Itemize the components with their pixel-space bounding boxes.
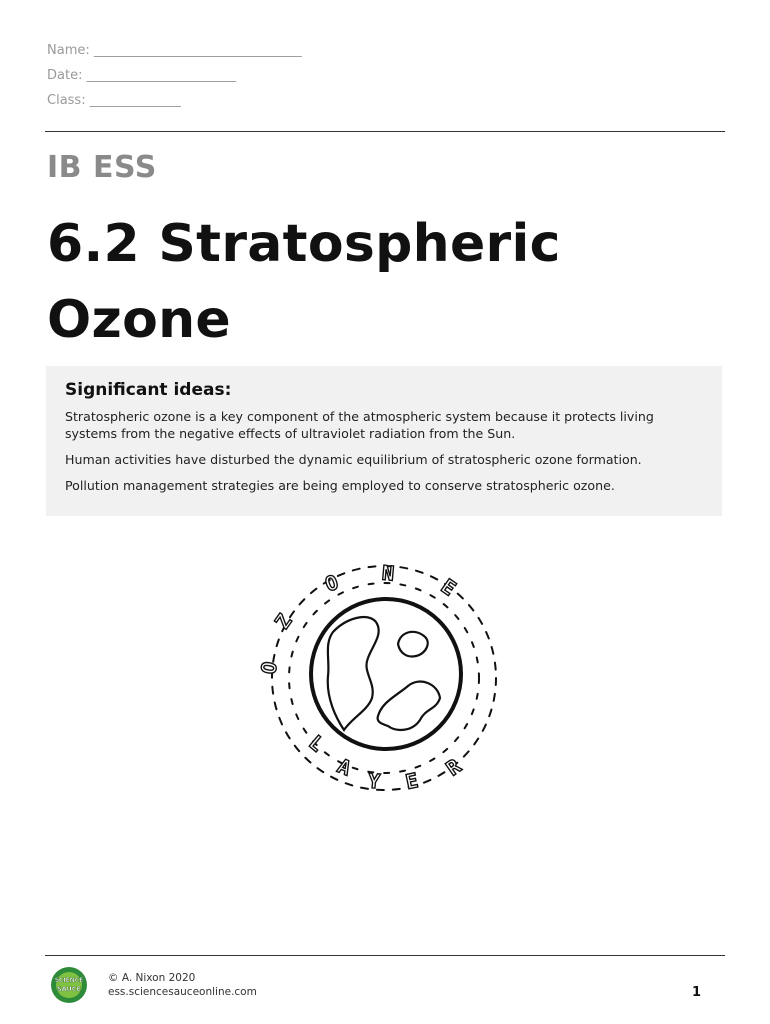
ring-letter-r: R: [441, 753, 466, 781]
science-sauce-logo[interactable]: [50, 966, 88, 1004]
title-line-2: Ozone: [47, 290, 231, 350]
significant-idea-1: Stratospheric ozone is a key component of the atmospheric system because it protects living systems from the negative effects of ultraviolet radiation from the Sun.: [65, 409, 654, 441]
ring-letter-y: Y: [367, 768, 382, 794]
ring-letter-l: L: [304, 730, 329, 757]
footer-divider: [45, 955, 725, 956]
footer-credits: [108, 971, 257, 999]
ring-letter-n: N: [381, 560, 396, 586]
header-divider: [45, 131, 725, 132]
ring-letter-e-2: E: [403, 768, 421, 795]
logo-text-line-1: SCIENCE: [54, 977, 84, 984]
logo-text-line-2: SAUCE: [56, 985, 82, 993]
page-number: 1: [692, 985, 702, 1000]
ring-letter-o-1: O: [256, 659, 282, 676]
copyright-text: © A. Nixon 2020: [108, 972, 196, 984]
ring-letter-z: Z: [269, 609, 297, 634]
significant-ideas-heading: Significant ideas:: [65, 380, 232, 400]
class-field[interactable]: Class: ______________: [47, 93, 181, 108]
page-title: [47, 206, 707, 358]
ozone-layer-illustration: [250, 548, 520, 808]
website-link[interactable]: ess.sciencesauceonline.com: [108, 986, 257, 998]
significant-idea-3: Pollution management strategies are being employed to conserve stratospheric ozone.: [65, 478, 615, 493]
ring-letter-e-1: E: [436, 573, 461, 601]
student-info-fields: [47, 38, 302, 113]
earth-icon: [311, 599, 461, 749]
ring-letter-o-2: O: [321, 569, 342, 597]
name-field[interactable]: Name: ________________________________: [47, 43, 302, 58]
subject-label: IB ESS: [47, 150, 157, 185]
date-field[interactable]: Date: _______________________: [47, 68, 237, 83]
ring-letter-a: A: [334, 753, 355, 781]
significant-ideas-box: [46, 366, 722, 516]
title-line-1: 6.2 Stratospheric: [47, 214, 561, 274]
significant-idea-2: Human activities have disturbed the dynamic equilibrium of stratospheric ozone formation.: [65, 452, 642, 467]
